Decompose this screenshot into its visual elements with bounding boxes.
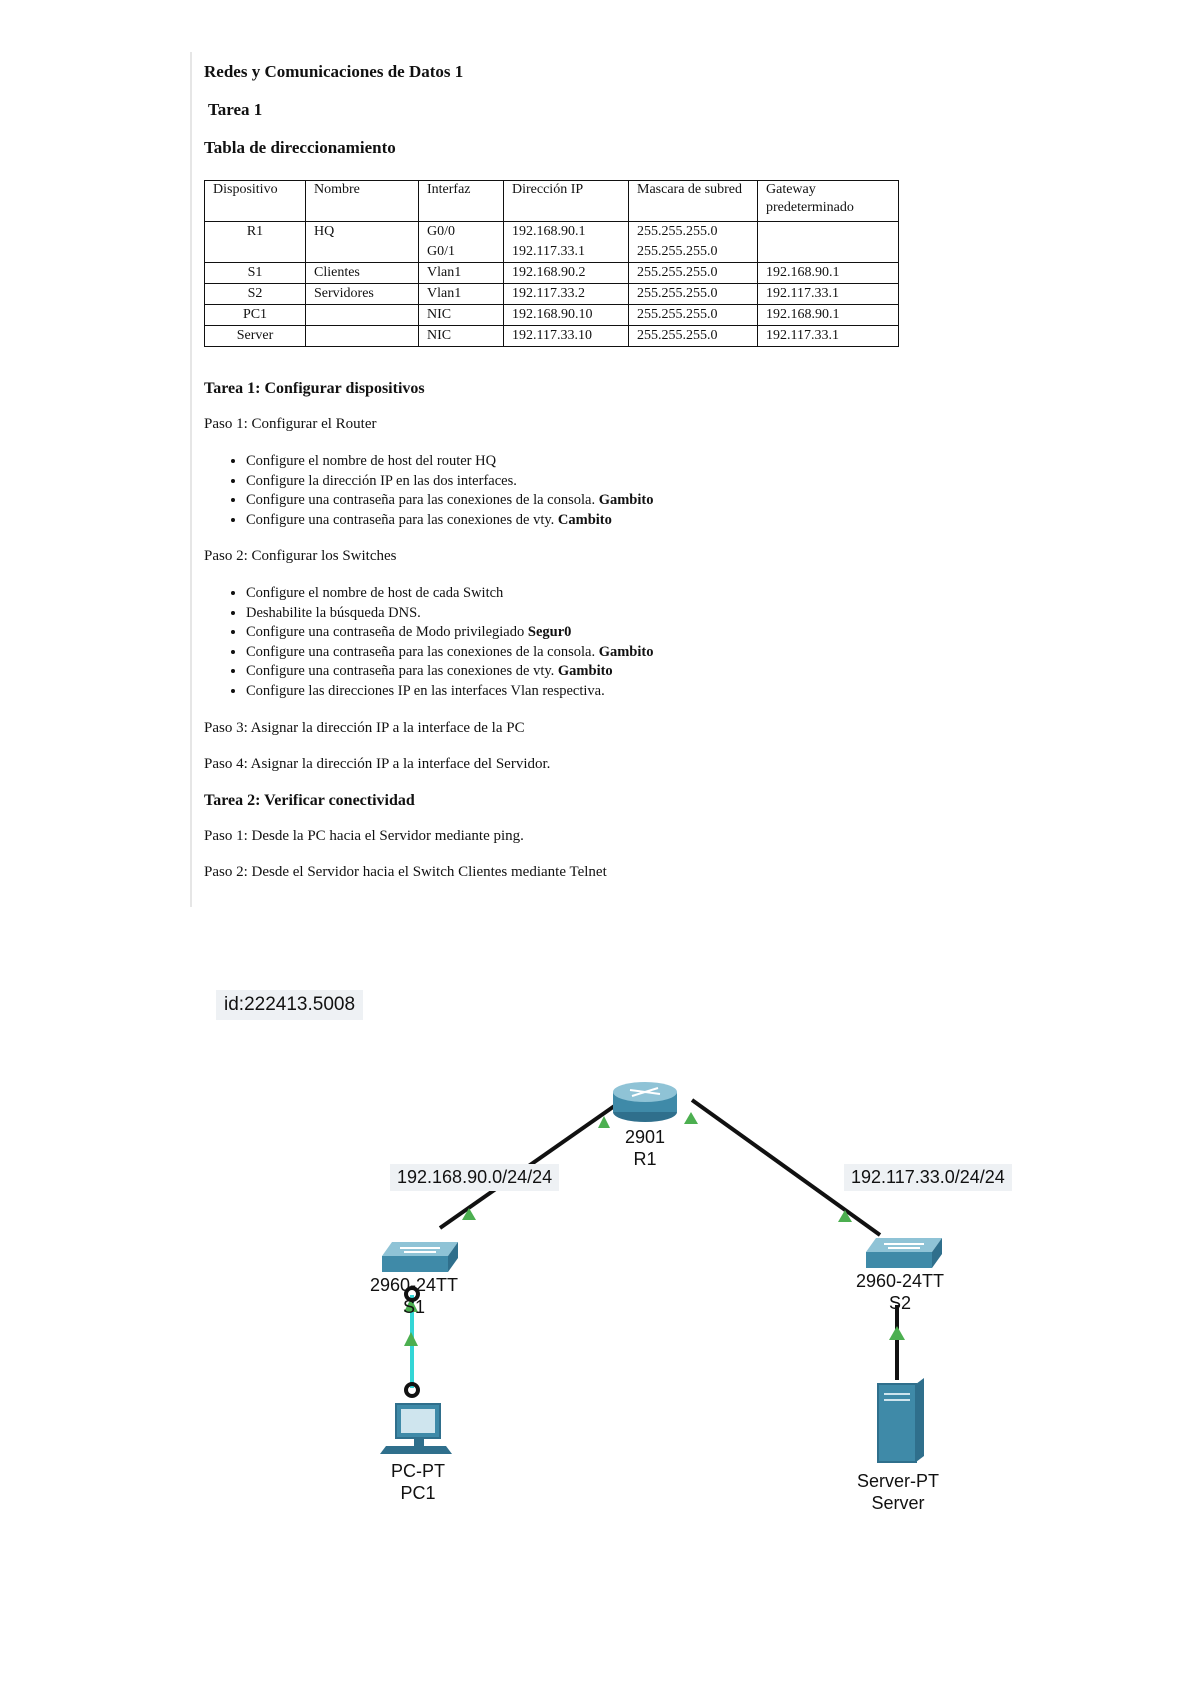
cell-mask-line: 255.255.255.0 bbox=[637, 224, 718, 239]
cell-mask bbox=[629, 222, 758, 263]
table-header-row bbox=[205, 181, 899, 222]
col-header-name: Nombre bbox=[306, 181, 419, 222]
cell-device: PC1 bbox=[205, 305, 306, 326]
list-item: • Configure una contraseña para las conexiones de vty. Gambito bbox=[246, 662, 653, 682]
list-item: • Configure la dirección IP en las dos interfaces. bbox=[246, 472, 653, 492]
paso2-switches: Paso 2: Configurar los Switches bbox=[204, 548, 397, 564]
cell-mask-line: 255.255.255.0 bbox=[637, 244, 718, 259]
list-item: • Configure una contraseña para las conexiones de vty. Cambito bbox=[246, 511, 653, 531]
tarea2-heading: Tarea 2: Verificar conectividad bbox=[204, 792, 415, 809]
router-name: R1 bbox=[633, 1149, 657, 1169]
cell-ip: 192.117.33.10 bbox=[504, 326, 629, 347]
cell-device: R1 bbox=[205, 222, 306, 263]
switch1-label bbox=[366, 1274, 462, 1318]
server-name: Server bbox=[871, 1493, 925, 1513]
router-label bbox=[620, 1126, 670, 1170]
cell-interface: NIC bbox=[419, 305, 504, 326]
server-label bbox=[850, 1470, 946, 1514]
switch-steps-list bbox=[222, 584, 653, 701]
left-network-label: 192.168.90.0/24/24 bbox=[390, 1164, 559, 1191]
cell-interface: NIC bbox=[419, 326, 504, 347]
cell-name bbox=[306, 305, 419, 326]
task-title: Tarea 1 bbox=[208, 100, 263, 119]
paso3: Paso 3: Asignar la dirección IP a la interface de la PC bbox=[204, 720, 525, 736]
router-model: 2901 bbox=[624, 1127, 666, 1147]
switch1-model: 2960-24TT bbox=[369, 1275, 459, 1295]
pc-label bbox=[378, 1460, 458, 1504]
link-up-icon bbox=[404, 1332, 418, 1346]
table-row bbox=[205, 284, 899, 305]
cell-name: HQ bbox=[306, 222, 419, 263]
cell-gateway: 192.168.90.1 bbox=[758, 305, 899, 326]
cell-mask: 255.255.255.0 bbox=[629, 326, 758, 347]
right-network-label: 192.117.33.0/24/24 bbox=[844, 1164, 1012, 1191]
table-row bbox=[205, 305, 899, 326]
cell-interface-line: G0/0 bbox=[427, 224, 455, 239]
cell-device: S2 bbox=[205, 284, 306, 305]
col-header-mask: Mascara de subred bbox=[629, 181, 758, 222]
cell-interface: Vlan1 bbox=[419, 284, 504, 305]
server-icon[interactable] bbox=[878, 1378, 924, 1462]
cell-ip: 192.168.90.10 bbox=[504, 305, 629, 326]
cell-gateway: 192.117.33.1 bbox=[758, 326, 899, 347]
cell-device: S1 bbox=[205, 263, 306, 284]
cell-device: Server bbox=[205, 326, 306, 347]
addressing-table bbox=[204, 180, 899, 347]
col-header-gateway: Gateway predeterminado bbox=[758, 181, 899, 222]
cell-name: Servidores bbox=[306, 284, 419, 305]
cell-interface: Vlan1 bbox=[419, 263, 504, 284]
cell-mask: 255.255.255.0 bbox=[629, 284, 758, 305]
cell-name: Clientes bbox=[306, 263, 419, 284]
list-item: • Configure las direcciones IP en las interfaces Vlan respectiva. bbox=[246, 682, 653, 702]
list-item: • Configure el nombre de host del router HQ bbox=[246, 452, 653, 472]
tarea1-heading: Tarea 1: Configurar dispositivos bbox=[204, 380, 425, 397]
col-header-ip: Dirección IP bbox=[504, 181, 629, 222]
topology-id-label: id:222413.5008 bbox=[216, 990, 363, 1020]
link-up-icon bbox=[684, 1112, 698, 1124]
port-endpoint-icon bbox=[406, 1384, 418, 1396]
link-up-icon bbox=[889, 1326, 905, 1340]
cell-ip bbox=[504, 222, 629, 263]
cell-interface bbox=[419, 222, 504, 263]
pc-name: PC1 bbox=[400, 1483, 436, 1503]
col-header-interface: Interfaz bbox=[419, 181, 504, 222]
table-title: Tabla de direccionamiento bbox=[204, 138, 396, 157]
pc-icon[interactable] bbox=[380, 1404, 452, 1454]
cell-mask: 255.255.255.0 bbox=[629, 263, 758, 284]
switch-icon[interactable] bbox=[382, 1242, 458, 1272]
tarea2-paso2: Paso 2: Desde el Servidor hacia el Switch Clientes mediante Telnet bbox=[204, 864, 607, 880]
paso1-router: Paso 1: Configurar el Router bbox=[204, 416, 377, 432]
server-model: Server-PT bbox=[856, 1471, 939, 1491]
switch1-name: S1 bbox=[402, 1297, 426, 1317]
paso4: Paso 4: Asignar la dirección IP a la interface del Servidor. bbox=[204, 756, 551, 772]
list-item: • Configure una contraseña de Modo privilegiado Segur0 bbox=[246, 623, 653, 643]
router-steps-list bbox=[222, 452, 653, 530]
list-item: • Configure el nombre de host de cada Switch bbox=[246, 584, 653, 604]
cell-ip-line: 192.168.90.1 bbox=[512, 224, 586, 239]
topology-canvas bbox=[0, 980, 1200, 1540]
list-item: • Configure una contraseña para las conexiones de la consola. Gambito bbox=[246, 491, 653, 511]
cell-mask: 255.255.255.0 bbox=[629, 305, 758, 326]
cell-gateway: 192.168.90.1 bbox=[758, 263, 899, 284]
cell-ip: 192.168.90.2 bbox=[504, 263, 629, 284]
switch-icon[interactable] bbox=[866, 1238, 942, 1268]
list-item: • Configure una contraseña para las conexiones de la consola. Gambito bbox=[246, 643, 653, 663]
cell-interface-line: G0/1 bbox=[427, 244, 455, 259]
document-page bbox=[190, 52, 952, 907]
cell-gateway: 192.117.33.1 bbox=[758, 284, 899, 305]
cell-name bbox=[306, 326, 419, 347]
pc-model: PC-PT bbox=[391, 1461, 445, 1481]
switch2-model: 2960-24TT bbox=[855, 1271, 945, 1291]
network-topology bbox=[0, 980, 1200, 1540]
table-row bbox=[205, 222, 899, 263]
switch2-name: S2 bbox=[888, 1293, 912, 1313]
course-title: Redes y Comunicaciones de Datos 1 bbox=[204, 62, 464, 81]
cell-ip: 192.117.33.2 bbox=[504, 284, 629, 305]
switch2-label bbox=[852, 1270, 948, 1314]
table-row bbox=[205, 263, 899, 284]
router-icon[interactable] bbox=[613, 1082, 677, 1122]
tarea2-paso1: Paso 1: Desde la PC hacia el Servidor mediante ping. bbox=[204, 828, 524, 844]
list-item: • Deshabilite la búsqueda DNS. bbox=[246, 604, 653, 624]
cell-ip-line: 192.117.33.1 bbox=[512, 244, 585, 259]
col-header-device: Dispositivo bbox=[205, 181, 306, 222]
cell-gateway bbox=[758, 222, 899, 263]
table-row bbox=[205, 326, 899, 347]
